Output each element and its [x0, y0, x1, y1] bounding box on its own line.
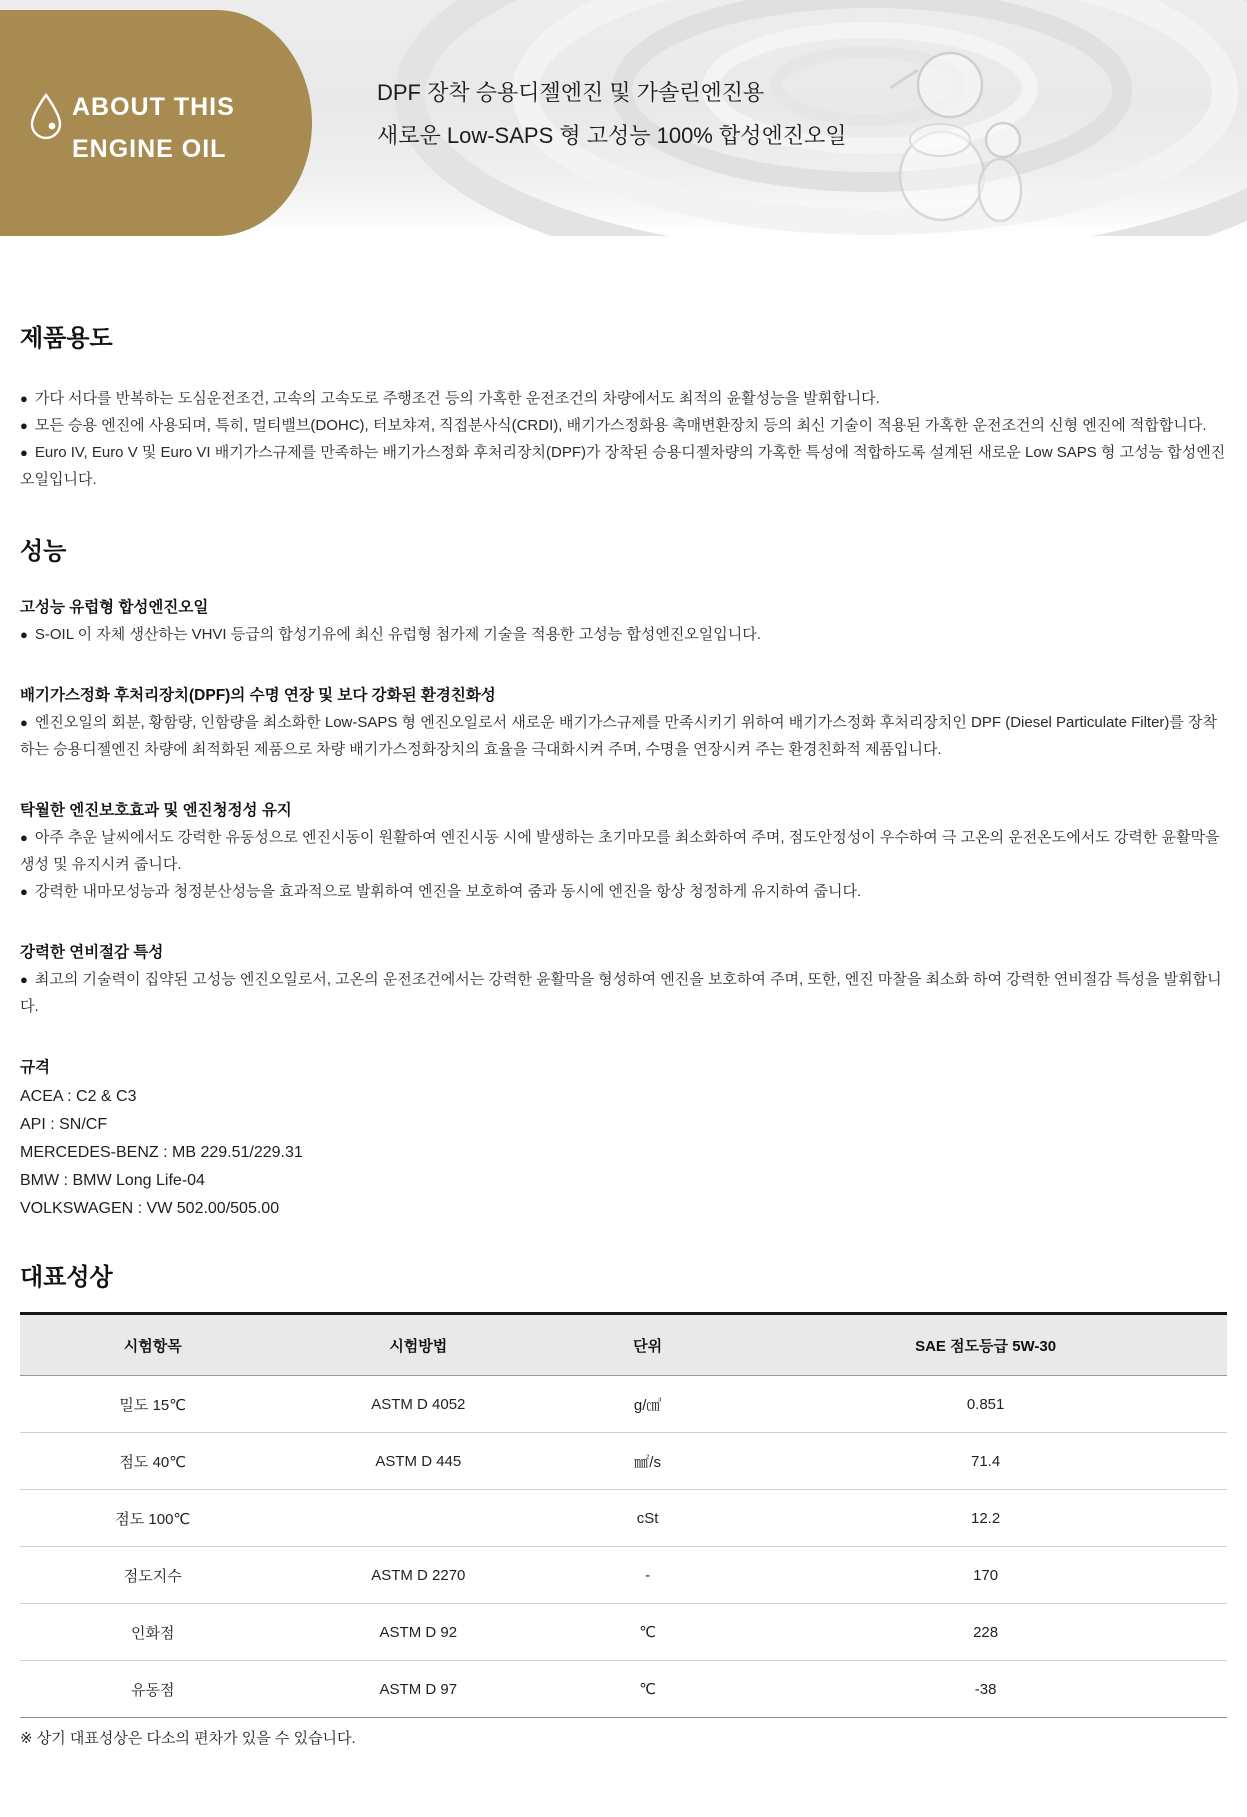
section-heading-performance: 성능 [20, 538, 67, 565]
product-headline [377, 71, 847, 157]
table-cell: 인화점 [20, 1604, 286, 1661]
table-cell: 0.851 [744, 1376, 1227, 1433]
table-cell: 12.2 [744, 1490, 1227, 1547]
table-cell: ASTM D 2270 [286, 1547, 552, 1604]
column-header: 시험방법 [286, 1314, 552, 1376]
badge-title [72, 86, 235, 170]
table-cell: ASTM D 97 [286, 1661, 552, 1718]
hero-banner [0, 0, 1247, 236]
bullet-icon: ● [20, 391, 28, 406]
spec-line: ACEA : C2 & C3 [20, 1088, 137, 1105]
subsection-heading: 고성능 유럽형 합성엔진오일 [20, 599, 209, 616]
list-item [20, 824, 1227, 878]
table-cell: ℃ [551, 1604, 744, 1661]
table-cell: 170 [744, 1547, 1227, 1604]
bullet-icon: ● [20, 972, 28, 987]
table-cell: 점도 100℃ [20, 1490, 286, 1547]
table-cell: 점도 40℃ [20, 1433, 286, 1490]
list-item [20, 621, 1227, 648]
oil-droplet-icon [28, 92, 64, 140]
list-item [20, 966, 1227, 1020]
bullet-icon: ● [20, 884, 28, 899]
product-headline-line2: 새로운 Low-SAPS 형 고성능 100% 합성엔진오일 [377, 123, 847, 148]
bullet-icon: ● [20, 418, 28, 433]
performance-bullet-text: 엔진오일의 회분, 황함량, 인함량을 최소화한 Low-SAPS 형 엔진오일로서 새로운 배기가스규제를 만족시키기 위하여 배기가스정화 후처리장치인 DPF (Diesel Particulate Filter)를 장착하는 승용디젤엔진 차량에 최적화된 제품으로 차량 배기가스정화장치의 효율을 극대화시켜 주며, 수명을 연장시켜 주는 환경친화적 제품입니다. [20, 714, 1218, 758]
specs-subsection [20, 1054, 1227, 1223]
performance-bullet-text: 아주 추운 날씨에서도 강력한 유동성으로 엔진시동이 원활하여 엔진시동 시에 발생하는 초기마모를 최소화하여 주며, 점도안정성이 우수하여 극 고온의 운전온도에서도 강력한 윤활막을 생성 및 유지시켜 줍니다. [20, 829, 1220, 873]
table-cell: 밀도 15℃ [20, 1376, 286, 1433]
table-row [20, 1376, 1227, 1433]
subsection-heading-specs: 규격 [20, 1059, 50, 1076]
performance-subsection [20, 682, 1227, 763]
spec-line: MERCEDES-BENZ : MB 229.51/229.31 [20, 1144, 303, 1161]
column-header: 시험항목 [20, 1314, 286, 1376]
performance-subsection [20, 594, 1227, 648]
bullet-icon: ● [20, 715, 28, 730]
table-cell: 71.4 [744, 1433, 1227, 1490]
table-cell: -38 [744, 1661, 1227, 1718]
water-droplet-figures [890, 53, 1021, 221]
table-cell: ASTM D 445 [286, 1433, 552, 1490]
bullet-icon: ● [20, 830, 28, 845]
table-cell: cSt [551, 1490, 744, 1547]
bullet-icon: ● [20, 445, 28, 460]
spec-line: BMW : BMW Long Life-04 [20, 1172, 205, 1189]
table-cell [286, 1490, 552, 1547]
list-item [20, 709, 1227, 763]
spec-line: VOLKSWAGEN : VW 502.00/505.00 [20, 1200, 280, 1217]
table-cell: 유동점 [20, 1661, 286, 1718]
table-row [20, 1490, 1227, 1547]
subsection-heading: 배기가스정화 후처리장치(DPF)의 수명 연장 및 보다 강화된 환경친화성 [20, 687, 496, 704]
section-heading-usage: 제품용도 [20, 325, 113, 352]
usage-bullet-list [20, 385, 1227, 493]
subsection-heading: 탁월한 엔진보호효과 및 엔진청정성 유지 [20, 802, 292, 819]
spec-line: API : SN/CF [20, 1116, 108, 1133]
usage-bullet-text: 모든 승용 엔진에 사용되며, 특히, 멀티밸브(DOHC), 터보챠져, 직접분사식(CRDI), 배기가스정화용 촉매변환장치 등의 최신 기술이 적용된 가혹한 운전조건의 신형 엔진에 적합합니다. [34, 417, 1207, 434]
performance-bullet-text: 최고의 기술력이 집약된 고성능 엔진오일로서, 고온의 운전조건에서는 강력한 윤활막을 형성하여 엔진을 보호하여 주며, 또한, 엔진 마찰을 최소화 하여 강력한 연비절감 특성을 발휘합니다. [20, 971, 1222, 1015]
list-item [20, 385, 1227, 412]
table-cell: 점도지수 [20, 1547, 286, 1604]
performance-subsection [20, 939, 1227, 1020]
product-headline-line1: DPF 장착 승용디젤엔진 및 가솔린엔진용 [377, 80, 765, 105]
column-header: SAE 점도등급 5W-30 [744, 1314, 1227, 1376]
table-cell: 228 [744, 1604, 1227, 1661]
about-this-engine-oil-badge [0, 10, 312, 236]
table-cell: - [551, 1547, 744, 1604]
bullet-icon: ● [20, 627, 28, 642]
table-cell: ASTM D 92 [286, 1604, 552, 1661]
list-item [20, 439, 1227, 493]
table-row [20, 1433, 1227, 1490]
document-body [0, 236, 1247, 1748]
list-item [20, 878, 1227, 905]
performance-bullet-text: S-OIL 이 자체 생산하는 VHVI 등급의 합성기유에 최신 유럽형 첨가제 기술을 적용한 고성능 합성엔진오일입니다. [34, 626, 761, 643]
badge-title-line1: ABOUT THIS [72, 93, 235, 121]
table-row [20, 1661, 1227, 1718]
spec-list [20, 1083, 1227, 1223]
subsection-heading: 강력한 연비절감 특성 [20, 944, 164, 961]
table-cell: ㎟/s [551, 1433, 744, 1490]
column-header: 단위 [551, 1314, 744, 1376]
table-row [20, 1547, 1227, 1604]
performance-bullet-text: 강력한 내마모성능과 청정분산성능을 효과적으로 발휘하여 엔진을 보호하여 줌과 동시에 엔진을 항상 청정하게 유지하여 줍니다. [34, 883, 862, 900]
table-footnote: ※ 상기 대표성상은 다소의 편차가 있을 수 있습니다. [20, 1730, 356, 1747]
badge-title-line2: ENGINE OIL [72, 135, 227, 163]
section-heading-properties: 대표성상 [20, 1264, 113, 1291]
table-cell: ASTM D 4052 [286, 1376, 552, 1433]
list-item [20, 412, 1227, 439]
table-header-row [20, 1314, 1227, 1376]
usage-bullet-text: Euro IV, Euro V 및 Euro VI 배기가스규제를 만족하는 배기가스정화 후처리장치(DPF)가 장착된 승용디젤차량의 가혹한 특성에 적합하도록 설계된 새로운 Low SAPS 형 고성능 합성엔진오일입니다. [20, 444, 1226, 488]
properties-table [20, 1312, 1227, 1718]
table-row [20, 1604, 1227, 1661]
usage-bullet-text: 가다 서다를 반복하는 도심운전조건, 고속의 고속도로 주행조건 등의 가혹한 운전조건의 차량에서도 최적의 윤활성능을 발휘합니다. [34, 390, 880, 407]
table-cell: ℃ [551, 1661, 744, 1718]
table-cell: g/㎤ [551, 1376, 744, 1433]
performance-subsection [20, 797, 1227, 905]
